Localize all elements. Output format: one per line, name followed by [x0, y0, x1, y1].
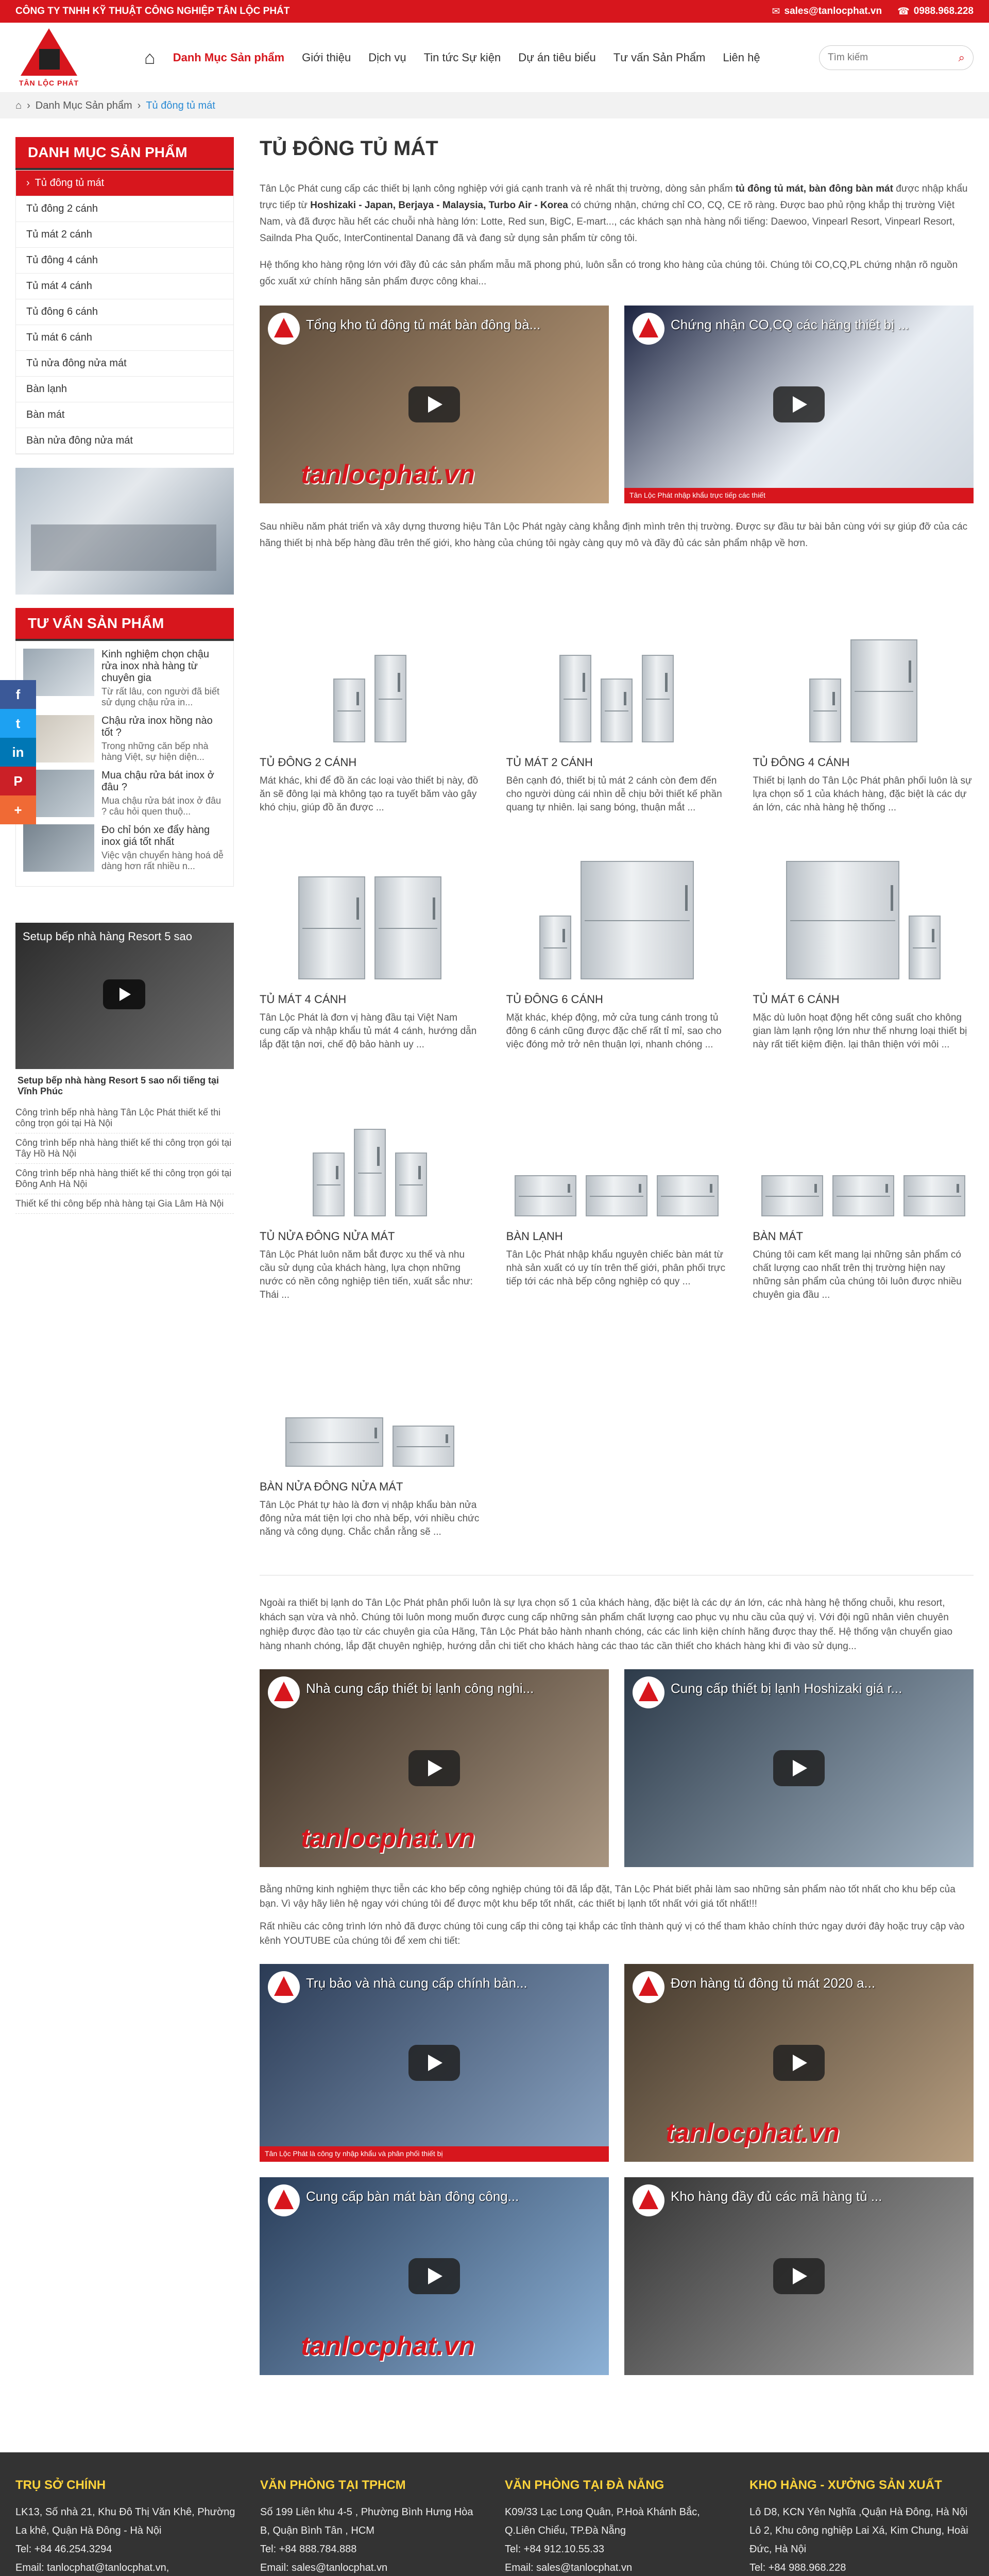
video-band: Tân Lộc Phát là công ty nhập khẩu và phân phối thiết bị — [260, 2146, 609, 2162]
sidebar-video[interactable] — [15, 923, 234, 1069]
play-icon[interactable] — [773, 2258, 825, 2294]
intro-paragraph: Tân Lộc Phát cung cấp các thiết bị lạnh công nghiệp với giá cạnh tranh và rẻ nhất thị trường, dòng sản phẩm tủ đông tủ mát, bàn đông bàn mát được nhập khẩu trực tiếp từ Hoshizaki - Japan, Berjaya - Malaysia, Turbo Air - Korea có chứng nhận, chứng chỉ CO, CQ, CE rõ ràng. Được bao phủ rộng khắp thị trường Việt Nam, và đã được hầu hết các chuỗi nhà hàng lớn: Lotte, Red sun, BigC, E-mart..., các khách sạn nhà hàng nổi tiếng: Daewoo, Vinpearl Resort, Vinpearl Resort, Sailnda Pha Quốc, InterContinental Danang đã và đang sử dụng sản phẩm từ công tôi. — [260, 183, 968, 244]
product-card[interactable] — [260, 1323, 481, 1539]
category-item[interactable]: Tủ đông 2 cánh — [16, 196, 233, 222]
office-email[interactable]: Email: sales@tanlocphat.vn — [505, 2562, 633, 2573]
header — [0, 23, 989, 93]
share-bar — [0, 680, 36, 824]
project-link[interactable]: Công trình bếp nhà hàng thiết kế thi công trọn gói tại Tây Hồ Hà Nội — [15, 1133, 234, 1164]
office-tel[interactable]: Tel: +84 888.784.888 — [260, 2544, 357, 2555]
product-card[interactable] — [753, 835, 974, 1052]
product-desc: Tân Lộc Phát là đơn vị hàng đầu tại Việt Nam cung cấp và nhập khẩu tủ mát 4 cánh, hướng dẫn lắp đặt tận nơi, chế độ bảo hành uy ... — [260, 1012, 477, 1050]
play-icon[interactable] — [408, 386, 460, 422]
product-desc: Mát khác, khi để đồ ăn các loại vào thiết bị này, đồ ăn sẽ đông lại mà không tạo ra tuyết băm vào gây khó chịu, giúp đồ ăn được ... — [260, 775, 479, 813]
breadcrumb-home-icon[interactable]: ⌂ — [15, 99, 22, 111]
watermark: tanlocphat.vn — [666, 2118, 840, 2148]
category-item[interactable]: Tủ mát 2 cánh — [16, 222, 233, 248]
sidebar-project-links — [15, 1103, 234, 1214]
video-title: Đơn hàng tủ đông tủ mát 2020 a... — [671, 1975, 876, 1991]
product-card[interactable] — [753, 598, 974, 815]
nav-about[interactable]: Giới thiệu — [302, 51, 351, 64]
video-embed[interactable] — [624, 1964, 974, 2162]
advice-title: Mua chậu rửa bát inox ở đâu ? — [101, 770, 214, 793]
channel-logo — [633, 1971, 664, 2003]
product-name[interactable]: TỦ NỬA ĐÔNG NỬA MÁT — [260, 1230, 395, 1243]
office-address: K09/33 Lạc Long Quân, P.Hoà Khánh Bắc, Q.Liên Chiểu, TP.Đà Nẵng — [505, 2506, 700, 2536]
product-card[interactable] — [506, 835, 727, 1052]
video-embed[interactable] — [260, 1669, 609, 1867]
phone-icon: ☎ — [897, 6, 910, 17]
video-row — [260, 306, 974, 503]
main-nav — [144, 47, 760, 69]
product-name[interactable]: TỦ ĐÔNG 2 CÁNH — [260, 756, 357, 769]
sidebar-banner-image[interactable] — [15, 468, 234, 595]
product-name[interactable]: BÀN MÁT — [753, 1230, 804, 1243]
advice-item[interactable] — [23, 824, 226, 872]
sidebar — [15, 137, 234, 2391]
category-item[interactable]: Tủ đông 4 cánh — [16, 248, 233, 274]
video-title: Tổng kho tủ đông tủ mát bàn đông bà... — [306, 317, 541, 332]
share-pinterest-icon[interactable]: P — [0, 767, 36, 795]
share-more-icon[interactable]: + — [0, 795, 36, 824]
product-name[interactable]: TỦ ĐÔNG 6 CÁNH — [506, 993, 603, 1006]
breadcrumb-item[interactable]: Danh Mục Sản phẩm — [35, 99, 132, 111]
sidebar-category-title: DANH MỤC SẢN PHẨM — [15, 137, 234, 170]
video-row — [260, 2177, 974, 2375]
advice-desc: Việc vận chuyển hàng hoá dễ dàng hơn rất nhiều n... — [101, 850, 224, 871]
video-row — [260, 1964, 974, 2162]
video-title: Cung cấp bàn mát bàn đông công... — [306, 2189, 519, 2204]
content — [260, 137, 974, 2391]
nav-products[interactable]: Danh Mục Sản phẩm — [173, 51, 285, 64]
product-card[interactable] — [506, 1072, 727, 1302]
product-grid — [260, 598, 974, 1539]
product-image[interactable] — [506, 835, 727, 990]
office-block — [15, 2478, 240, 2576]
office-block — [749, 2478, 974, 2576]
product-desc: Mặt khác, khép động, mở cửa tung cánh trong tủ đông 6 cánh cũng được đặc chế rất tỉ mỉ, sao cho việc đóng mở trở nên thuận lợi, nhanh chóng ... — [506, 1012, 722, 1050]
nav-advice[interactable]: Tư vấn Sản Phẩm — [613, 51, 706, 64]
nav-contact[interactable]: Liên hệ — [723, 51, 760, 64]
intro-more — [260, 519, 974, 552]
company-name: CÔNG TY TNHH KỸ THUẬT CÔNG NGHIỆP TÂN LỘC PHÁT — [15, 6, 290, 16]
video-embed[interactable] — [260, 2177, 609, 2375]
channel-logo — [268, 313, 300, 345]
advice-item[interactable] — [23, 715, 226, 762]
topbar-phone-text: 0988.968.228 — [913, 6, 974, 16]
product-desc: Mặc dù luôn hoạt động hết công suất cho không gian làm lạnh rộng lớn như thế nhưng loại thiết bị này rất tiết kiệm điện. lại thân thiện với môi ... — [753, 1012, 967, 1050]
page-title: TỦ ĐÔNG TỦ MÁT — [260, 137, 438, 160]
video-band: Tân Lộc Phát nhập khẩu trực tiếp các thiết — [624, 488, 974, 503]
logo-mark — [21, 28, 77, 76]
topbar-phone[interactable] — [897, 6, 974, 18]
nav-services[interactable]: Dịch vụ — [368, 51, 406, 64]
category-item[interactable]: Tủ nửa đông nửa mát — [16, 351, 233, 377]
product-name[interactable]: TỦ MÁT 2 CÁNH — [506, 756, 593, 769]
office-block — [260, 2478, 484, 2576]
search-box — [819, 45, 974, 70]
watermark: tanlocphat.vn — [301, 460, 475, 489]
office-email[interactable]: Email: sales@tanlocphat.vn — [260, 2562, 388, 2573]
product-name[interactable]: TỦ MÁT 4 CÁNH — [260, 993, 347, 1006]
product-desc: Tân Lộc Phát luôn năm bắt được xu thế và nhu cầu sử dụng của khách hàng, lựa chọn những nước có nền công nghiệp tiên tiến, xuất sắc như: Thái ... — [260, 1249, 473, 1300]
search-icon[interactable]: ⌕ — [958, 51, 965, 64]
product-card[interactable] — [753, 1072, 974, 1302]
office-block — [505, 2478, 729, 2576]
office-title: KHO HÀNG - XƯỞNG SẢN XUẤT — [749, 2478, 942, 2492]
intro-paragraph: Sau nhiều năm phát triển và xây dựng thương hiệu Tân Lộc Phát ngày càng khẳng định mình trên thị trường. Được sự đầu tư bài bản cùng với sự giúp đỡ của các hãng thiết bị nhà bếp hàng đầu trên thế giới, kho hàng của chúng tôi ngày càng quy mô và đầy đủ các sản phẩm nhập về hơn. — [260, 521, 968, 549]
topbar-email-text: sales@tanlocphat.vn — [784, 6, 882, 16]
share-facebook-icon[interactable]: f — [0, 680, 36, 709]
product-name[interactable]: TỦ ĐÔNG 4 CÁNH — [753, 756, 850, 769]
project-link[interactable]: Công trình bếp nhà hàng thiết kế thi công trọn gói tại Đông Anh Hà Nội — [15, 1164, 234, 1194]
play-icon[interactable] — [408, 2045, 460, 2081]
office-address: LK13, Số nhà 21, Khu Đô Thị Văn Khê, Phường La khê, Quận Hà Đông - Hà Nội — [15, 2506, 235, 2536]
play-icon[interactable] — [773, 1750, 825, 1786]
channel-logo — [268, 1676, 300, 1708]
intro-paragraph: Hệ thống kho hàng rộng lớn với đầy đủ các sản phẩm mẫu mã phong phú, luôn sẵn có trong kho hàng của chúng tôi. Chúng tôi CO,CQ,PL chứng nhận rõ nguồn gốc xuất xứ chính hãng sản phẩm được công khai... — [260, 260, 958, 287]
play-icon[interactable] — [408, 2258, 460, 2294]
watermark: tanlocphat.vn — [301, 2331, 475, 2361]
site-logo[interactable] — [15, 28, 82, 87]
play-icon[interactable] — [773, 2045, 825, 2081]
advice-thumbnail — [23, 824, 94, 872]
category-item[interactable]: Tủ mát 4 cánh — [16, 274, 233, 299]
product-image[interactable] — [506, 1072, 727, 1227]
office-tel[interactable]: Tel: +84 46.254.3294 — [15, 2544, 112, 2555]
category-item[interactable]: Bàn nửa đông nửa mát — [16, 428, 233, 454]
product-desc: Bên cạnh đó, thiết bị tủ mát 2 cánh còn đem đến cho người dùng cái nhìn dễ chịu bởi thiết kế phần quang tự nhiên. lại sang bóng, thuận mắt ... — [506, 775, 722, 813]
advice-list — [15, 641, 234, 887]
outro-paragraph: Rất nhiều các công trình lớn nhỏ đã được chúng tôi cung cấp thi công tại khắp các tỉnh thành quý vị có thể tham khảo chính thức ngay dưới đây hoặc truy cập vào kênh YOUTUBE của chúng tôi để xem chi tiết: — [260, 1921, 965, 1946]
office-title: VĂN PHÒNG TẠI ĐÀ NẴNG — [505, 2478, 664, 2492]
advice-title: Kinh nghiệm chọn chậu rửa inox nhà hàng từ chuyên gia — [101, 649, 210, 684]
product-card[interactable] — [260, 598, 481, 815]
office-tel[interactable]: Tel: +84 988.968.228 — [749, 2562, 846, 2573]
advice-item[interactable] — [23, 649, 226, 708]
office-address: Số 199 Liên khu 4-5 , Phường Bình Hưng Hòa B, Quận Bình Tân , HCM — [260, 2506, 473, 2536]
video-embed[interactable] — [260, 306, 609, 503]
office-title: TRỤ SỞ CHÍNH — [15, 2478, 106, 2492]
video-row — [260, 1669, 974, 1867]
product-image[interactable] — [753, 835, 974, 990]
category-item[interactable]: Bàn mát — [16, 402, 233, 428]
intro — [260, 181, 974, 290]
product-name[interactable]: BÀN NỬA ĐÔNG NỬA MÁT — [260, 1480, 403, 1493]
advice-desc: Trong những căn bếp nhà hàng Việt, sự hiện diện... — [101, 741, 209, 762]
category-list — [15, 170, 234, 454]
product-desc: Tân Lộc Phát nhập khẩu nguyên chiếc bàn mát từ nhà sản xuất có uy tín trên thế giới, phân phối trực tiếp tới các nhà bếp công nghiệp có quy ... — [506, 1249, 726, 1287]
category-item[interactable]: Tủ mát 6 cánh — [16, 325, 233, 351]
project-link[interactable]: Công trình bếp nhà hàng Tân Lộc Phát thiết kế thi công trọn gói tại Hà Nội — [15, 1103, 234, 1133]
video-embed[interactable] — [624, 306, 974, 503]
product-name[interactable]: BÀN LẠNH — [506, 1230, 563, 1243]
outro-paragraph: Ngoài ra thiết bị lạnh do Tân Lộc Phát phân phối luôn là sự lựa chọn số 1 của khách hàng, đặc biệt là các dự án lớn, các nhà hàng hệ thống chuỗi, khu resort, khách sạn vừa và nhỏ. Chúng tôi luôn mong muốn được cung cấp những sản phẩm chất lượng cao phục vụ nhu cầu của quý vị. Với đội ngũ nhân viên chuyên nghiệp được đào tạo từ các chuyên gia của Hãng, Tân Lộc Phát bảo hành nhanh chóng, các các linh kiện chính hãng được thay thế. Hệ thống vận chuyển giao hàng nhanh chóng, lắp đặt chuyên nghiệp, hướng dẫn chi tiết cho khách hàng các thao tác cần thiết cho khách hàng khi đi vào sử dụng... — [260, 1598, 953, 1652]
product-desc: Tân Lộc Phát tự hào là đơn vị nhập khẩu bàn nửa đông nửa mát tiện lợi cho nhà bếp, với nhiều chức năng và công dụng. Chắc chắn rằng sẽ ... — [260, 1500, 480, 1537]
channel-logo — [633, 313, 664, 345]
play-icon[interactable] — [773, 386, 825, 422]
sidebar-video-caption[interactable]: Setup bếp nhà hàng Resort 5 sao nổi tiếng tại Vĩnh Phúc — [18, 1075, 219, 1096]
channel-logo — [633, 1676, 664, 1708]
office-address: Lô D8, KCN Yên Nghĩa ,Quận Hà Đông, Hà Nội — [749, 2506, 968, 2518]
advice-title: Chậu rửa inox hồng nào tốt ? — [101, 715, 213, 738]
product-image[interactable] — [506, 598, 727, 753]
top-bar — [0, 0, 989, 23]
video-title: Trụ bảo và nhà cung cấp chính bản... — [306, 1975, 527, 1991]
footer — [0, 2452, 989, 2576]
share-twitter-icon[interactable]: t — [0, 709, 36, 738]
video-title: Kho hàng đầy đủ các mã hàng tủ ... — [671, 2189, 882, 2204]
breadcrumb-current: Tủ đông tủ mát — [146, 99, 215, 111]
advice-item[interactable] — [23, 770, 226, 817]
logo-text: TÂN LỘC PHÁT — [19, 79, 79, 87]
video-title: Cung cấp thiết bị lạnh Hoshizaki giá r... — [671, 1681, 902, 1696]
project-link[interactable]: Thiết kế thi công bếp nhà hàng tại Gia Lâm Hà Nội — [15, 1194, 234, 1214]
play-icon[interactable] — [408, 1750, 460, 1786]
nav-projects[interactable]: Dự án tiêu biểu — [518, 51, 596, 64]
sidebar-video-title: Setup bếp nhà hàng Resort 5 sao — [23, 930, 193, 943]
share-linkedin-icon[interactable]: in — [0, 738, 36, 767]
footer-offices — [15, 2478, 974, 2576]
category-item[interactable]: Tủ đông 6 cánh — [16, 299, 233, 325]
product-name[interactable]: TỦ MÁT 6 CÁNH — [753, 993, 840, 1006]
chevron-right-icon: › — [26, 177, 30, 189]
product-image[interactable] — [260, 1072, 481, 1227]
nav-news[interactable]: Tin tức Sự kiện — [423, 51, 501, 64]
product-desc: Thiết bị lạnh do Tân Lộc Phát phân phối luôn là sự lựa chọn số 1 của khách hàng, đặc biệt là các dự án lớn, các nhà hàng hệ thống ... — [753, 775, 972, 813]
main — [15, 137, 974, 2391]
sidebar-advice-title: TƯ VẤN SẢN PHẨM — [15, 608, 234, 641]
breadcrumb: ⌂ › Danh Mục Sản phẩm › Tủ đông tủ mát — [0, 93, 989, 118]
outro-paragraph: Bằng những kinh nghiệm thực tiễn các kho bếp công nghiệp chúng tôi đã lắp đặt, Tân Lộc Phát biết phải làm sao những sản phẩm nào tốt nhất cho khu bếp của bạn. Vì vậy hãy liên hệ ngay với chúng tôi để được một khu bếp tốt nhất, các thiết bị lạnh tốt nhất với giá tốt nhất!!! — [260, 1884, 956, 1909]
category-item[interactable]: Bàn lạnh — [16, 377, 233, 402]
office-email[interactable]: Email: tanlocphat@tanlocphat.vn, — [15, 2562, 169, 2573]
channel-logo — [633, 2184, 664, 2216]
category-item[interactable]: › Tủ đông tủ mát — [16, 171, 233, 196]
advice-desc: Mua chậu rửa bát inox ở đâu ? câu hỏi quen thuộ... — [101, 795, 221, 817]
search-input[interactable] — [828, 52, 959, 63]
advice-title: Đo chỉ bón xe đẩy hàng inox giá tốt nhất — [101, 824, 210, 848]
topbar-email[interactable] — [772, 6, 882, 18]
watermark: tanlocphat.vn — [301, 1823, 475, 1853]
video-title: Chứng nhận CO,CQ các hãng thiết bị ... — [671, 317, 909, 332]
product-card[interactable] — [260, 835, 481, 1052]
product-image[interactable] — [260, 835, 481, 990]
product-image[interactable] — [753, 598, 974, 753]
product-card[interactable] — [260, 1072, 481, 1302]
office-tel[interactable]: Tel: +84 912.10.55.33 — [505, 2544, 604, 2555]
video-embed[interactable] — [624, 1669, 974, 1867]
product-image[interactable] — [260, 1323, 481, 1477]
product-image[interactable] — [753, 1072, 974, 1227]
product-image[interactable] — [260, 598, 481, 753]
office-address: Lô 2, Khu công nghiệp Lai Xá, Kim Chung, Hoài Đức, Hà Nội — [749, 2525, 968, 2555]
video-title: Nhà cung cấp thiết bị lạnh công nghi... — [306, 1681, 534, 1696]
channel-logo — [268, 2184, 300, 2216]
mail-icon: ✉ — [772, 6, 780, 17]
video-embed[interactable] — [260, 1964, 609, 2162]
home-icon[interactable]: ⌂ — [144, 47, 156, 68]
play-icon[interactable] — [103, 979, 145, 1009]
channel-logo — [268, 1971, 300, 2003]
advice-desc: Từ rất lâu, con người đã biết sử dụng chậu rửa in... — [101, 686, 220, 707]
outro-more — [260, 1883, 974, 1948]
product-card[interactable] — [506, 598, 727, 815]
office-title: VĂN PHÒNG TẠI TPHCM — [260, 2478, 406, 2492]
outro — [260, 1596, 974, 1654]
product-desc: Chúng tôi cam kết mang lại những sản phẩm có chất lượng cao nhất trên thị trường hiện nay những sản phẩm của chúng tôi luôn được nhiều chuyên gia đầu ... — [753, 1249, 962, 1300]
video-embed[interactable] — [624, 2177, 974, 2375]
